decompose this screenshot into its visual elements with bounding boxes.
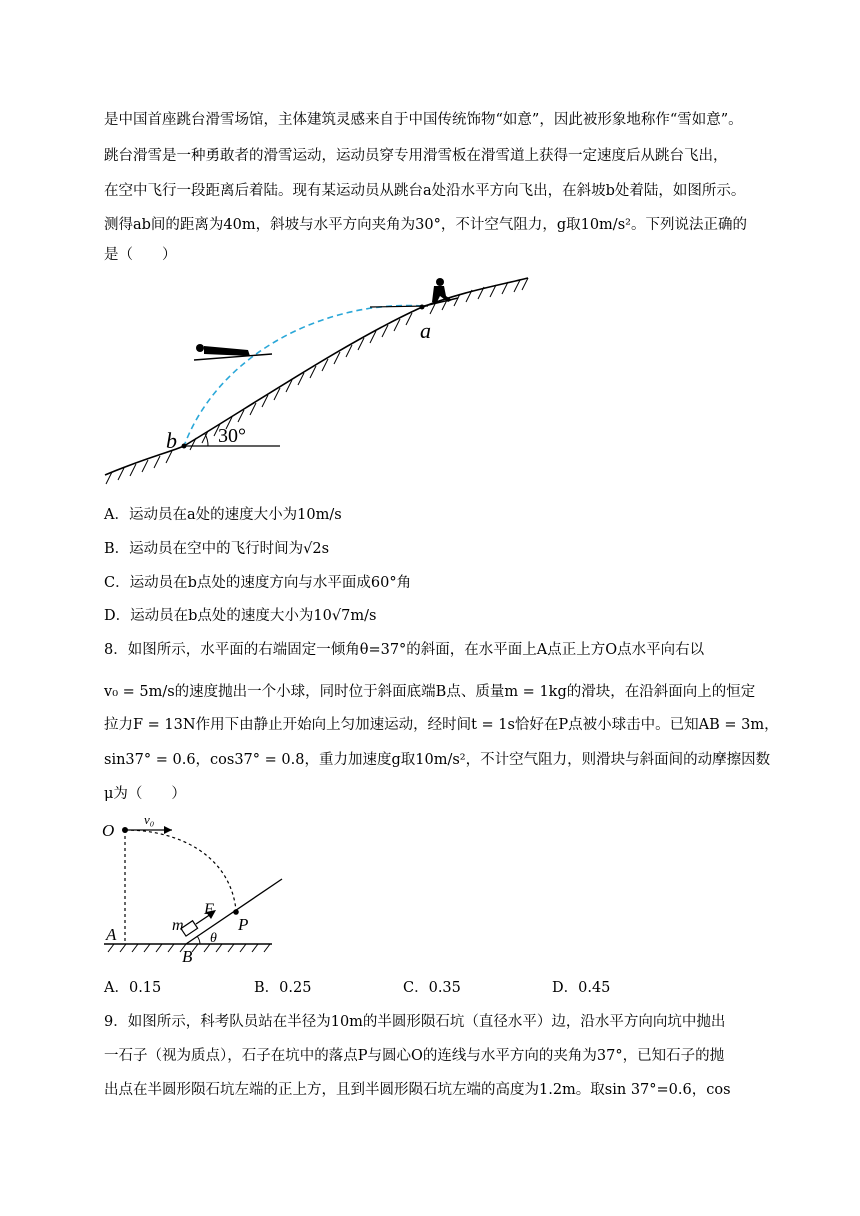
q7-line-1: 是中国首座跳台滑雪场馆，主体建筑灵感来自于中国传统饰物“如意”，因此被形象地称作“雪如意”。 bbox=[104, 112, 743, 128]
q8-line-2: v₀ = 5m/s的速度抛出一个小球，同时位于斜面底端B点、质量m = 1kg的滑块，在沿斜面向上的恒定 bbox=[104, 684, 756, 700]
takeoff-ski-board bbox=[370, 306, 428, 307]
q7-line-5: 是（ ） bbox=[104, 247, 177, 263]
label-angle: 30° bbox=[218, 425, 246, 447]
label-v0: v₀ bbox=[144, 812, 155, 827]
q8-line-5: μ为（ ） bbox=[104, 786, 186, 802]
point-p-dot bbox=[233, 909, 239, 915]
q7-option-a: A．运动员在a处的速度大小为10m/s bbox=[104, 507, 342, 523]
q8-option-c: C．0.35 bbox=[403, 980, 461, 996]
q7-option-d: D．运动员在b点处的速度大小为10√7m/s bbox=[104, 608, 377, 624]
q8-option-a: A．0.15 bbox=[104, 980, 162, 996]
q8-option-b: B．0.25 bbox=[254, 980, 312, 996]
q9-line-1: 9．如图所示，科考队员站在半径为10m的半圆形陨石坑（直径水平）边，沿水平方向向坑中抛出 bbox=[104, 1014, 726, 1030]
q7-option-b: B．运动员在空中的飞行时间为√2s bbox=[104, 541, 330, 557]
q9-line-3: 出点在半圆形陨石坑左端的正上方，且到半圆形陨石坑左端的高度为1.2m。取sin 37°=0.6，cos bbox=[104, 1082, 731, 1098]
q7-line-4: 测得ab间的距离为40m，斜坡与水平方向夹角为30°，不计空气阻力，g取10m/s²。下列说法正确的 bbox=[104, 217, 747, 233]
label-theta: θ bbox=[210, 931, 217, 946]
angle-arc bbox=[205, 434, 208, 446]
point-b-dot bbox=[182, 444, 187, 449]
q9-line-2: 一石子（视为质点），石子在坑中的落点P与圆心O的连线与水平方向的夹角为37°，已知石子的抛 bbox=[104, 1048, 725, 1064]
theta-arc bbox=[197, 936, 200, 944]
q8-option-d: D．0.45 bbox=[552, 980, 611, 996]
q7-line-3: 在空中飞行一段距离后着陆。现有某运动员从跳台a处沿水平方向飞出，在斜坡b处着陆，如图所示。 bbox=[104, 183, 746, 199]
incline-projectile-figure bbox=[100, 806, 300, 966]
ball-trajectory bbox=[125, 830, 236, 910]
skier-top-icon bbox=[424, 278, 458, 306]
point-a-dot bbox=[420, 305, 425, 310]
q7-option-c: C．运动员在b点处的速度方向与水平面成60°角 bbox=[104, 575, 412, 591]
label-b: b bbox=[166, 428, 177, 453]
label-b-point: B bbox=[182, 947, 193, 966]
q8-line-1: 8．如图所示，水平面的右端固定一倾角θ=37°的斜面，在水平面上A点正上方O点水平向右以 bbox=[104, 642, 705, 658]
q8-line-4: sin37° = 0.6，cos37° = 0.8，重力加速度g取10m/s²，不计空气阻力，则滑块与斜面间的动摩擦因数 bbox=[104, 752, 771, 768]
label-a-point: A bbox=[106, 925, 117, 944]
q8-line-3: 拉力F = 13N作用下由静止开始向上匀加速运动，经时间t = 1s恰好在P点被小球击中。已知AB = 3m， bbox=[104, 717, 779, 733]
label-p: P bbox=[238, 915, 249, 934]
label-o: O bbox=[102, 821, 115, 840]
label-a: a bbox=[420, 318, 431, 343]
q7-line-2: 跳台滑雪是一种勇敢者的滑雪运动，运动员穿专用滑雪板在滑雪道上获得一定速度后从跳台飞出， bbox=[104, 148, 728, 164]
slope-hatching bbox=[106, 278, 528, 484]
ski-jump-figure bbox=[100, 270, 540, 490]
label-m: m bbox=[172, 917, 184, 934]
label-f: F bbox=[204, 901, 214, 918]
point-o-dot bbox=[122, 827, 128, 833]
